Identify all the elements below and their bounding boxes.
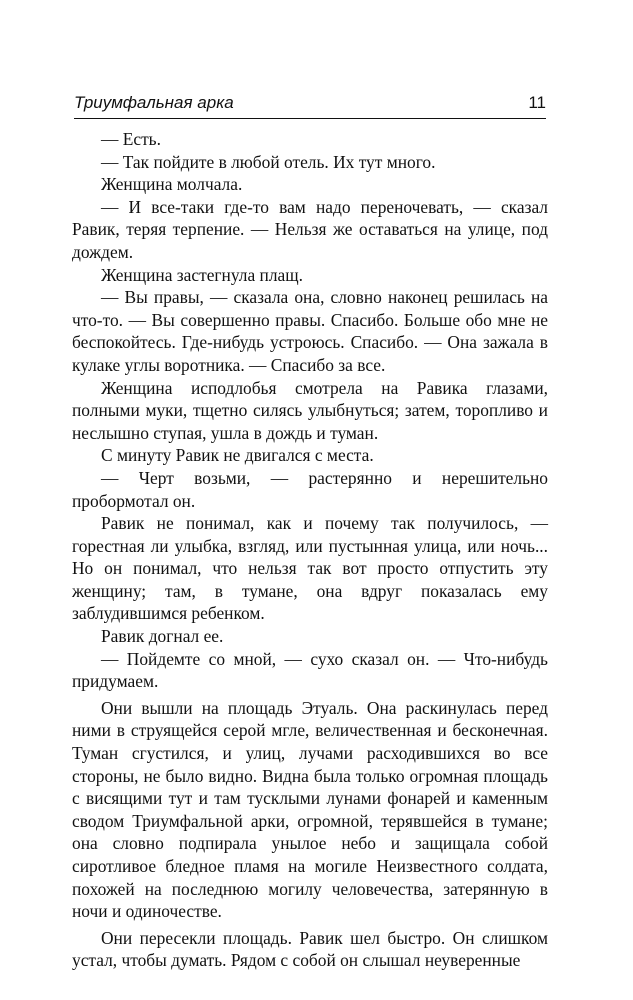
- running-title: Триумфальная арка: [74, 93, 234, 112]
- paragraph: Равик не понимал, как и почему так получилось, — горестная ли улыбка, взгляд, или пустынная улица, или ночь... Но он понимал, что нельзя так вот просто отпустить эту женщину; там, в тумане, она вдруг показалась ему заблудившимся ребенком.: [72, 513, 548, 624]
- paragraph: Они пересекли площадь. Равик шел быстро. Он слишком устал, чтобы думать. Рядом с собой он слышал неуверенные: [72, 927, 548, 971]
- header-rule: [74, 118, 546, 119]
- paragraph: С минуту Равик не двигался с места.: [101, 445, 374, 466]
- paragraph: — Черт возьми, — растерянно и нерешительно пробормотал он.: [72, 467, 548, 511]
- paragraph: Женщина застегнула плащ.: [101, 264, 303, 285]
- body-text: [72, 128, 548, 972]
- paragraph: — Есть.: [101, 129, 161, 149]
- paragraph: Женщина исподлобья смотрела на Равика глазами, полными муки, тщетно силясь улыбнуться; затем, торопливо и неслышно ступая, ушла в дождь и туман.: [72, 377, 548, 443]
- paragraph: — И все-таки где-то вам надо переночевать, — сказал Равик, теряя терпение. — Нельзя же оставаться на улице, под дождем.: [72, 196, 548, 262]
- paragraph: Равик догнал ее.: [101, 626, 224, 647]
- paragraph: Женщина молчала.: [101, 174, 243, 195]
- paragraph: — Так пойдите в любой отель. Их тут много.: [101, 151, 436, 172]
- page-number: 11: [528, 93, 546, 112]
- paragraph: — Пойдемте со мной, — сухо сказал он. — Что-нибудь придумаем.: [72, 648, 548, 692]
- running-header: [74, 93, 546, 119]
- paragraph: Они вышли на площадь Этуаль. Она раскинулась перед ними в струящейся серой мгле, величественная и бесконечная. Туман сгустился, и улиц, лучами расходившихся во все стороны, не было видно. Видна была только огромная площадь с висящими тут и там тусклыми лунами фонарей и каменным сводом Триумфальной арки, огромной, терявшейся в тумане; она словно подпирала унылое небо и защищала собой сиротливое бледное пламя на могиле Неизвестного солдата, похожей на последнюю могилу человечества, затерянную в ночи и одиночестве.: [72, 697, 548, 922]
- paragraph: — Вы правы, — сказала она, словно наконец решилась на что-то. — Вы совершенно правы. Спасибо. Больше обо мне не беспокойтесь. Где-нибудь устроюсь. Спасибо. — Она зажала в кулаке углы воротника. — Спасибо за все.: [72, 287, 548, 375]
